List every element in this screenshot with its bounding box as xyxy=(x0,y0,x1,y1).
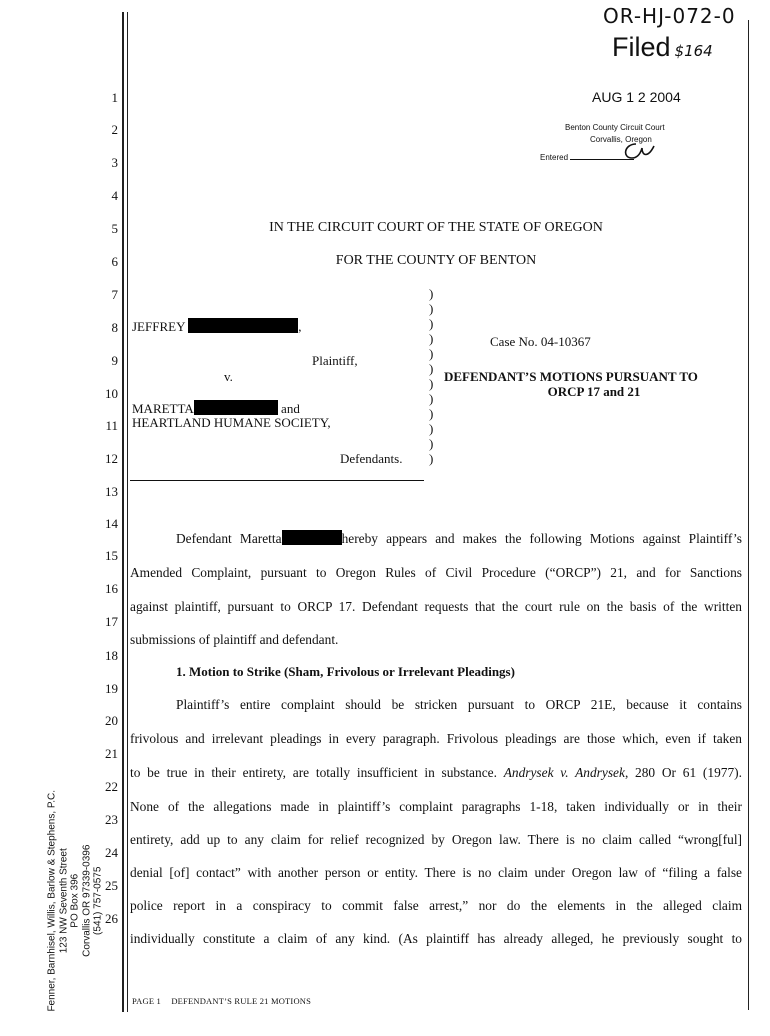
line-number: 9 xyxy=(111,353,118,368)
paren: ) xyxy=(429,286,434,301)
line-number: 11 xyxy=(105,418,118,433)
plaintiff-name: JEFFREY , xyxy=(132,319,302,334)
body-line: police report in a conspiracy to commit false arrest,” nor do the elements in the alleged claim xyxy=(130,898,742,913)
case-number: Case No. 04-10367 xyxy=(490,334,591,349)
law-firm-street: 123 NW Seventh Street xyxy=(57,848,69,954)
paren: ) xyxy=(429,436,434,451)
law-firm-pobox: PO Box 396 xyxy=(69,873,81,928)
versus: v. xyxy=(224,369,233,384)
stamp-date: AUG 1 2 2004 xyxy=(592,89,681,105)
line-number: 19 xyxy=(105,681,118,696)
section-heading: 1. Motion to Strike (Sham, Frivolous or Irrelevant Pleadings) xyxy=(176,664,515,679)
stamp-court-line2: Corvallis, Oregon xyxy=(590,135,652,144)
paren: ) xyxy=(429,451,434,466)
line-number: 15 xyxy=(105,548,118,563)
defendant2-name: HEARTLAND HUMANE SOCIETY, xyxy=(132,415,331,430)
paren: ) xyxy=(429,421,434,436)
plaintiff-role: Plaintiff, xyxy=(312,353,358,368)
document-title-line2: ORCP 17 and 21 xyxy=(547,384,641,399)
redaction-block xyxy=(282,530,342,545)
paren: ) xyxy=(429,346,434,361)
paren: ) xyxy=(429,331,434,346)
body-line: Defendant Maretta hereby appears and makes the following Motions against Plaintiff’s xyxy=(176,531,742,546)
body-line: against plaintiff, pursuant to ORCP 17. Defendant requests that the court rule on the basis of the written xyxy=(130,599,742,614)
filed-fee-handwriting: $164 xyxy=(674,42,713,60)
body-line: Amended Complaint, pursuant to Oregon Rules of Civil Procedure (“ORCP”) 21, and for Sanctions xyxy=(130,565,742,580)
defendant-role: Defendants. xyxy=(340,451,403,466)
paren: ) xyxy=(429,376,434,391)
law-firm-phone: (541) 757-0575 xyxy=(92,866,104,935)
body-line: individually constitute a claim of any kind. (As plaintiff has already alleged, he previously sought to xyxy=(130,931,742,946)
line-number: 18 xyxy=(105,648,118,663)
line-number: 3 xyxy=(111,155,118,170)
paren: ) xyxy=(429,301,434,316)
redaction-block xyxy=(194,400,278,415)
line-number: 26 xyxy=(105,911,118,926)
line-number: 7 xyxy=(111,287,118,302)
line-number: 21 xyxy=(105,746,118,761)
line-number: 23 xyxy=(105,812,118,827)
line-number: 1 xyxy=(111,90,118,105)
line-number: 17 xyxy=(105,614,118,629)
line-number: 24 xyxy=(105,845,118,860)
line-number: 12 xyxy=(105,451,118,466)
paren: ) xyxy=(429,391,434,406)
line-number: 5 xyxy=(111,221,118,236)
line-number: 20 xyxy=(105,713,118,728)
stamp-court-line1: Benton County Circuit Court xyxy=(565,123,665,132)
line-number: 6 xyxy=(111,254,118,269)
stamp-initials-signature xyxy=(618,140,658,162)
court-heading-line2: FOR THE COUNTY OF BENTON xyxy=(335,253,537,268)
filed-stamp xyxy=(612,32,713,63)
body-line: entirety, add up to any claim for relief recognized by Oregon law. There is no claim called “wrong[ful] xyxy=(130,832,742,847)
page-number: PAGE 1 xyxy=(132,996,161,1006)
body-line: None of the allegations made in plaintiff’s complaint paragraphs 1-18, taken individually or in their xyxy=(130,799,742,814)
paren: ) xyxy=(429,361,434,376)
defendant1-name: MARETTA and xyxy=(132,401,300,416)
caption-bottom-rule xyxy=(130,480,424,481)
line-number: 13 xyxy=(105,484,118,499)
page-footer xyxy=(132,996,311,1006)
body-line: to be true in their entirety, are totally insufficient in substance. Andrysek v. Andrysek, 280 Or 61 (1977). xyxy=(130,765,742,780)
line-number: 22 xyxy=(105,779,118,794)
line-number: 10 xyxy=(105,386,118,401)
line-number: 14 xyxy=(105,516,118,531)
paren: ) xyxy=(429,316,434,331)
line-number: 2 xyxy=(111,122,118,137)
line-number: 25 xyxy=(105,878,118,893)
stamp-entered-label: Entered xyxy=(540,153,569,162)
right-margin-rule xyxy=(748,20,749,1010)
line-number: 4 xyxy=(111,188,118,203)
body-line: Plaintiff’s entire complaint should be stricken pursuant to ORCP 21E, because it contains xyxy=(176,697,742,712)
law-firm-sidebar xyxy=(46,766,104,1036)
left-margin-rule-outer xyxy=(122,12,124,1012)
law-firm-city: Corvallis OR 97339-0396 xyxy=(80,844,92,957)
filed-label: Filed xyxy=(612,32,671,62)
document-code: OR-HJ-072-0 xyxy=(603,4,736,28)
body-line: frivolous and irrelevant pleadings in every paragraph. Frivolous pleadings are those which, even if taken xyxy=(130,731,742,746)
court-heading-line1: IN THE CIRCUIT COURT OF THE STATE OF OREGON xyxy=(269,220,603,235)
footer-title: DEFENDANT’S RULE 21 MOTIONS xyxy=(171,996,312,1006)
document-title-line1: DEFENDANT’S MOTIONS PURSUANT TO xyxy=(444,369,698,384)
left-margin-rule-inner xyxy=(127,12,128,1012)
redaction-block xyxy=(188,318,298,333)
line-number: 16 xyxy=(105,581,118,596)
line-number: 8 xyxy=(111,320,118,335)
body-line: submissions of plaintiff and defendant. xyxy=(130,632,339,647)
law-firm-name: Fenner, Barnhisel, Willis, Barlow & Stephens, P.C. xyxy=(46,789,58,1012)
paren: ) xyxy=(429,406,434,421)
body-line: denial [of] contact” with another person or entity. There is no claim under Oregon law of “filing a false xyxy=(130,865,742,880)
case-citation: Andrysek v. Andrysek xyxy=(503,765,625,780)
